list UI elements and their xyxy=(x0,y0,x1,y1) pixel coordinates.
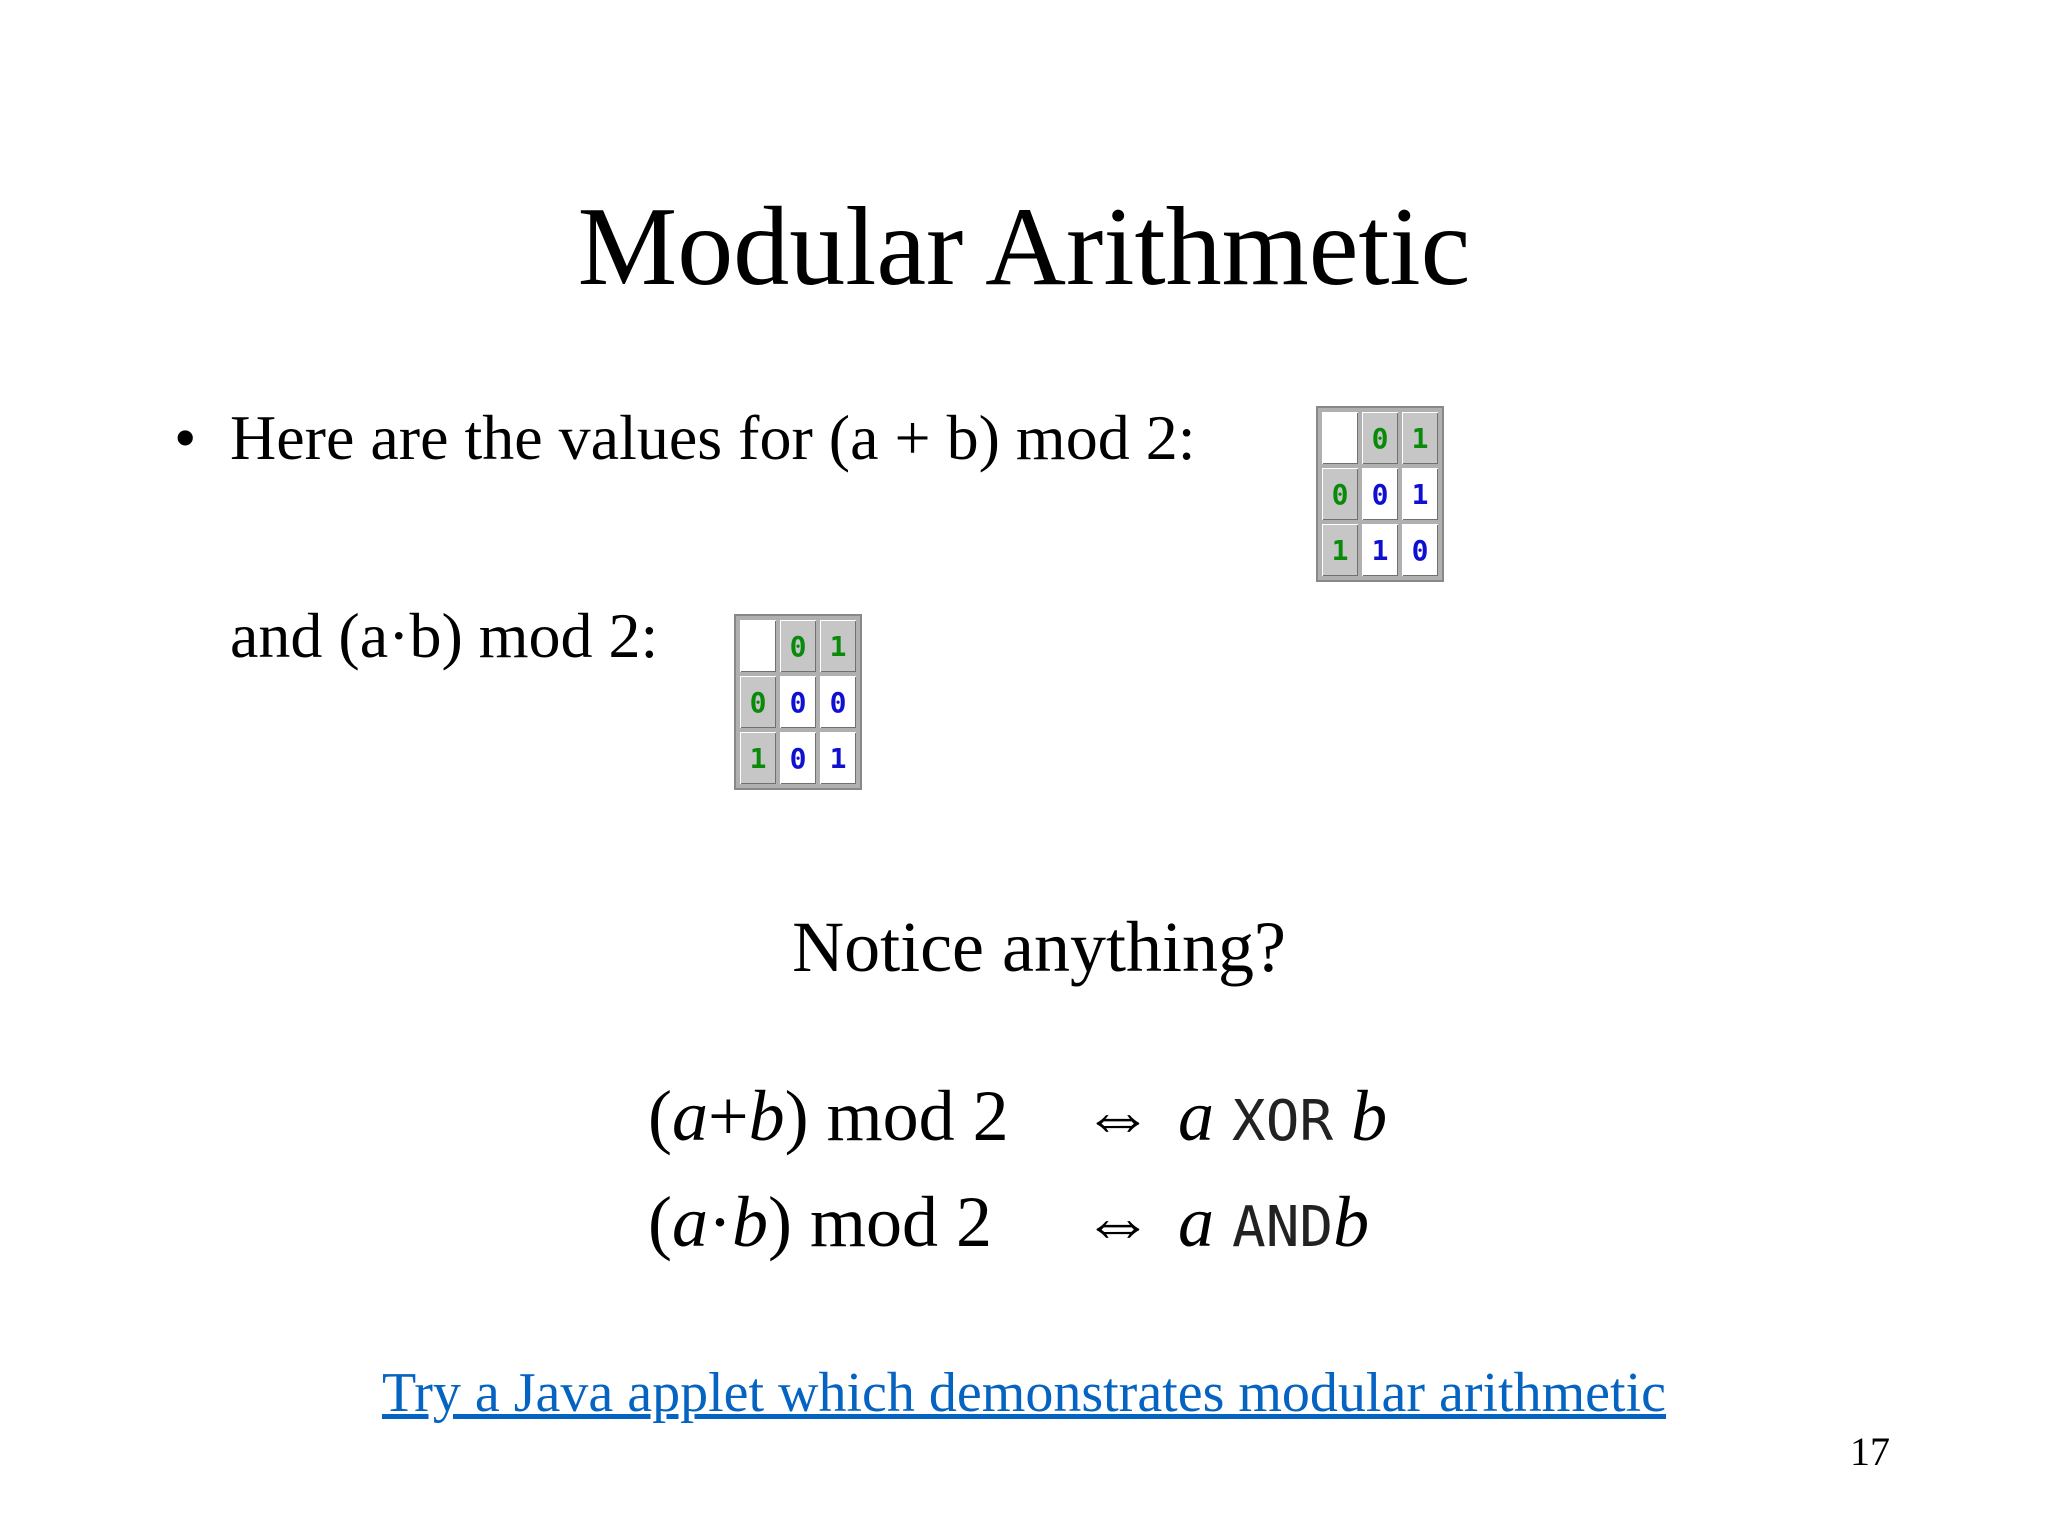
mod-expression: mod 2 xyxy=(809,1182,992,1262)
xor-operator: XOR xyxy=(1232,1089,1334,1154)
operator-plus: + xyxy=(707,1076,749,1156)
table-row-header: 0 xyxy=(1322,468,1358,520)
equivalence-arrow: ⇔ xyxy=(1082,1182,1154,1262)
var-a: a xyxy=(1178,1076,1214,1156)
table-cell: 1 xyxy=(820,732,856,784)
table-column-header: 1 xyxy=(820,620,856,672)
table-column-header: 0 xyxy=(780,620,816,672)
table-column-header: 1 xyxy=(1402,412,1438,464)
table-corner-cell xyxy=(740,620,776,672)
equivalence-arrow: ⇔ xyxy=(1082,1076,1154,1156)
table-cell: 0 xyxy=(820,676,856,728)
and-operator: AND xyxy=(1232,1195,1334,1260)
table-cell: 0 xyxy=(780,676,816,728)
equation-lhs: (a+b) mod 2 xyxy=(648,1076,1009,1156)
table-corner-cell xyxy=(1322,412,1358,464)
var-b: b xyxy=(1333,1182,1370,1262)
bullet-text: Here are the values for (a + b) mod 2: xyxy=(230,402,1196,473)
mod-expression: mod 2 xyxy=(826,1076,1009,1156)
equation-xor xyxy=(648,1074,1387,1164)
page-number: 17 xyxy=(1850,1429,1890,1474)
var-a: a xyxy=(671,1182,708,1262)
table-row-header: 1 xyxy=(740,732,776,784)
var-a: a xyxy=(671,1076,708,1156)
var-b: b xyxy=(731,1182,768,1262)
table-cell: 1 xyxy=(1362,524,1398,576)
table-row-header: 0 xyxy=(740,676,776,728)
table-cell: 0 xyxy=(780,732,816,784)
table-row-header: 1 xyxy=(1322,524,1358,576)
table-cell: 1 xyxy=(1402,468,1438,520)
and-line-text: and (a·b) mod 2: xyxy=(230,600,659,671)
table-column-header: 0 xyxy=(1362,412,1398,464)
equation-and xyxy=(648,1180,1369,1270)
var-b: b xyxy=(1351,1076,1388,1156)
addition-mod2-table xyxy=(1316,406,1444,582)
slide-title: Modular Arithmetic xyxy=(577,185,1471,309)
bullet-item xyxy=(174,400,1195,476)
var-a: a xyxy=(1178,1182,1214,1262)
table-cell: 0 xyxy=(1362,468,1398,520)
operator-dot: · xyxy=(707,1182,732,1262)
notice-question: Notice anything? xyxy=(792,907,1286,987)
java-applet-link[interactable]: Try a Java applet which demonstrates modular arithmetic xyxy=(381,1362,1667,1424)
bullet-symbol: • xyxy=(174,402,197,473)
multiplication-mod2-table xyxy=(734,614,862,790)
var-b: b xyxy=(748,1076,785,1156)
table-cell: 0 xyxy=(1402,524,1438,576)
equation-lhs: (a·b) mod 2 xyxy=(648,1182,992,1262)
